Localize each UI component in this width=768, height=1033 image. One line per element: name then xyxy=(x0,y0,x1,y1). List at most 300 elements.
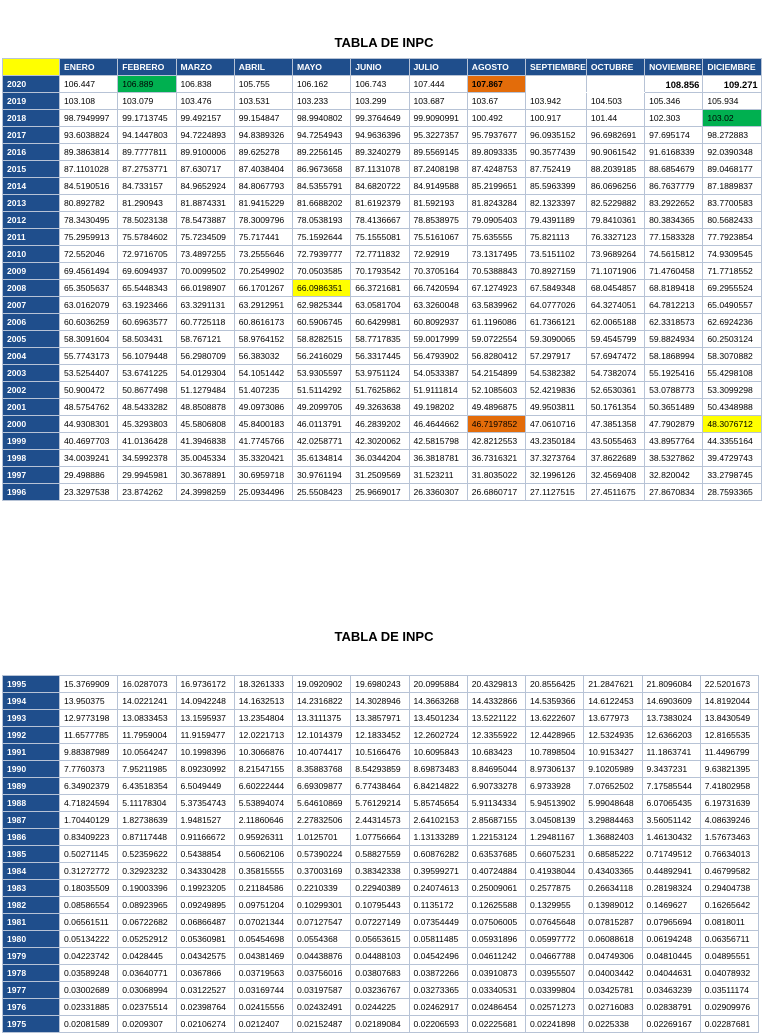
value-cell: 0.05811485 xyxy=(409,931,467,948)
table-row xyxy=(3,744,759,761)
value-cell: 55.7743173 xyxy=(60,348,118,365)
value-cell: 63.0162079 xyxy=(60,297,118,314)
year-cell: 1979 xyxy=(3,948,60,965)
value-cell: 12.1014379 xyxy=(293,727,351,744)
table-row xyxy=(3,433,762,450)
value-cell: 78.3430495 xyxy=(60,212,118,229)
value-cell: 6.9733928 xyxy=(526,778,584,795)
value-cell: 38.5327862 xyxy=(645,450,703,467)
value-cell: 51.407235 xyxy=(234,382,292,399)
table-row xyxy=(3,829,759,846)
value-cell: 70.0503585 xyxy=(293,263,351,280)
value-cell: 49.198202 xyxy=(409,399,467,416)
year-cell: 2015 xyxy=(3,161,60,178)
value-cell: 98.9940802 xyxy=(293,110,351,127)
year-cell: 2014 xyxy=(3,178,60,195)
value-cell: 66.3721681 xyxy=(351,280,409,297)
value-cell: 0.03719563 xyxy=(234,965,292,982)
value-cell: 58.9764152 xyxy=(234,331,292,348)
value-cell: 0.09751204 xyxy=(234,897,292,914)
value-cell: 0.03122527 xyxy=(176,982,234,999)
value-cell: 65.5448343 xyxy=(118,280,176,297)
year-cell: 2010 xyxy=(3,246,60,263)
value-cell: 103.476 xyxy=(176,93,234,110)
value-cell: 14.8192044 xyxy=(700,693,758,710)
value-cell: 0.50271145 xyxy=(60,846,118,863)
value-cell: 63.1923466 xyxy=(118,297,176,314)
value-cell: 0.91166672 xyxy=(176,829,234,846)
value-cell: 31.523211 xyxy=(409,467,467,484)
value-cell: 12.5324935 xyxy=(584,727,642,744)
value-cell: 0.0818011 xyxy=(700,914,758,931)
value-cell: 32.1996126 xyxy=(526,467,587,484)
value-cell: 6.60222444 xyxy=(234,778,292,795)
table-row xyxy=(3,195,762,212)
value-cell: 87.1889837 xyxy=(703,178,761,195)
value-cell: 13.3857971 xyxy=(351,710,409,727)
value-cell: 13.5221122 xyxy=(467,710,525,727)
value-cell: 0.07645648 xyxy=(526,914,584,931)
value-cell: 0.07227149 xyxy=(351,914,409,931)
value-cell: 72.552046 xyxy=(60,246,118,263)
value-cell: 0.05134222 xyxy=(60,931,118,948)
value-cell: 97.695174 xyxy=(645,127,703,144)
value-cell: 10.683423 xyxy=(467,744,525,761)
year-cell: 2005 xyxy=(3,331,60,348)
value-cell: 78.3009796 xyxy=(234,212,292,229)
year-cell: 2002 xyxy=(3,382,60,399)
table-row xyxy=(3,778,759,795)
value-cell: 42.5815798 xyxy=(409,433,467,450)
value-cell: 4.08639246 xyxy=(700,812,758,829)
value-cell: 0.03640771 xyxy=(118,965,176,982)
value-cell: 57.6947472 xyxy=(586,348,644,365)
value-cell: 59.3090065 xyxy=(526,331,587,348)
table-row xyxy=(3,710,759,727)
value-cell: 63.3291131 xyxy=(176,297,234,314)
value-cell: 0.06088618 xyxy=(584,931,642,948)
month-header: FEBRERO xyxy=(118,59,176,76)
value-cell: 50.1761354 xyxy=(586,399,644,416)
value-cell: 0.06866487 xyxy=(176,914,234,931)
value-cell: 0.13989012 xyxy=(584,897,642,914)
value-cell: 106.889 xyxy=(118,76,176,93)
value-cell: 21.8096084 xyxy=(642,676,700,693)
value-cell: 99.9090991 xyxy=(409,110,467,127)
value-cell: 60.2503124 xyxy=(703,331,761,348)
value-cell: 82.1323397 xyxy=(526,195,587,212)
table-row xyxy=(3,314,762,331)
value-cell: 9.88387989 xyxy=(60,744,118,761)
value-cell: 35.6134814 xyxy=(293,450,351,467)
value-cell: 0.07127547 xyxy=(293,914,351,931)
value-cell: 0.04438876 xyxy=(293,948,351,965)
value-cell: 70.1793542 xyxy=(351,263,409,280)
value-cell: 0.03589248 xyxy=(60,965,118,982)
value-cell: 0.28198324 xyxy=(642,880,700,897)
value-cell: 6.43518354 xyxy=(118,778,176,795)
value-cell: 50.3651489 xyxy=(645,399,703,416)
value-cell: 10.0564247 xyxy=(118,744,176,761)
value-cell: 0.0554368 xyxy=(293,931,351,948)
value-cell: 46.0113791 xyxy=(293,416,351,433)
value-cell: 74.5615812 xyxy=(645,246,703,263)
value-cell: 99.154847 xyxy=(234,110,292,127)
value-cell: 70.2549902 xyxy=(234,263,292,280)
value-cell: 56.4793902 xyxy=(409,348,467,365)
value-cell: 77.7923854 xyxy=(703,229,761,246)
value-cell: 31.8035022 xyxy=(467,467,525,484)
value-cell: 62.0065188 xyxy=(586,314,644,331)
value-cell: 0.2210339 xyxy=(293,880,351,897)
value-cell: 89.3863814 xyxy=(60,144,118,161)
value-cell: 47.0610716 xyxy=(526,416,587,433)
value-cell: 84.9652924 xyxy=(176,178,234,195)
value-cell: 89.0468177 xyxy=(703,161,761,178)
value-cell: 78.8538975 xyxy=(409,212,467,229)
year-cell: 2001 xyxy=(3,399,60,416)
value-cell: 41.0136428 xyxy=(118,433,176,450)
value-cell: 105.934 xyxy=(703,93,761,110)
value-cell: 72.92919 xyxy=(409,246,467,263)
value-cell: 0.02571273 xyxy=(526,999,584,1016)
value-cell: 1.36882403 xyxy=(584,829,642,846)
value-cell: 58.7717835 xyxy=(351,331,409,348)
value-cell: 12.1833452 xyxy=(351,727,409,744)
table-row xyxy=(3,297,762,314)
value-cell: 0.04667788 xyxy=(526,948,584,965)
value-cell: 84.6820722 xyxy=(351,178,409,195)
table-row xyxy=(3,948,759,965)
value-cell: 12.2602724 xyxy=(409,727,467,744)
value-cell: 65.0490557 xyxy=(703,297,761,314)
value-cell: 75.635555 xyxy=(467,229,525,246)
value-cell: 1.46130432 xyxy=(642,829,700,846)
value-cell: 78.0538193 xyxy=(293,212,351,229)
value-cell: 72.7939777 xyxy=(293,246,351,263)
value-cell: 53.0788773 xyxy=(645,382,703,399)
value-cell: 33.2798745 xyxy=(703,467,761,484)
value-cell: 35.0045334 xyxy=(176,450,234,467)
year-cell: 1978 xyxy=(3,965,60,982)
value-cell: 45.8400183 xyxy=(234,416,292,433)
value-cell: 27.8670834 xyxy=(645,484,703,501)
value-cell: 0.66075231 xyxy=(526,846,584,863)
value-cell: 0.07815287 xyxy=(584,914,642,931)
value-cell: 29.9945981 xyxy=(118,467,176,484)
year-cell: 2007 xyxy=(3,297,60,314)
value-cell: 50.4348988 xyxy=(703,399,761,416)
value-cell: 4.71824594 xyxy=(60,795,118,812)
value-cell: 64.7812213 xyxy=(645,297,703,314)
value-cell: 24.3998259 xyxy=(176,484,234,501)
table-row xyxy=(3,416,762,433)
table-row xyxy=(3,982,759,999)
inpc-table-1975-1995 xyxy=(2,675,759,1033)
value-cell: 90.9061542 xyxy=(586,144,644,161)
value-cell: 67.1274923 xyxy=(467,280,525,297)
value-cell: 51.5114292 xyxy=(293,382,351,399)
value-cell: 0.0428445 xyxy=(118,948,176,965)
value-cell: 105.755 xyxy=(234,76,292,93)
value-cell: 0.04342575 xyxy=(176,948,234,965)
value-cell: 80.3834365 xyxy=(645,212,703,229)
value-cell: 0.04488103 xyxy=(351,948,409,965)
value-cell: 79.4391189 xyxy=(526,212,587,229)
value-cell: 13.0833453 xyxy=(118,710,176,727)
value-cell: 103.299 xyxy=(351,93,409,110)
value-cell: 49.4896875 xyxy=(467,399,525,416)
value-cell: 6.84214822 xyxy=(409,778,467,795)
value-cell: 0.29404738 xyxy=(700,880,758,897)
table-row xyxy=(3,263,762,280)
value-cell: 76.3327123 xyxy=(586,229,644,246)
value-cell: 0.08923965 xyxy=(118,897,176,914)
value-cell: 48.3076712 xyxy=(703,416,761,433)
value-cell: 45.3293803 xyxy=(118,416,176,433)
value-cell: 42.8212553 xyxy=(467,433,525,450)
value-cell: 14.5359366 xyxy=(526,693,584,710)
value-cell: 5.85745654 xyxy=(409,795,467,812)
value-cell: 9.63821395 xyxy=(700,761,758,778)
year-cell: 1980 xyxy=(3,931,60,948)
value-cell: 70.0099502 xyxy=(176,263,234,280)
value-cell: 12.3355922 xyxy=(467,727,525,744)
year-cell: 2008 xyxy=(3,280,60,297)
value-cell: 94.7254943 xyxy=(293,127,351,144)
table-row xyxy=(3,931,759,948)
value-cell: 54.1051442 xyxy=(234,365,292,382)
value-cell: 86.0696256 xyxy=(586,178,644,195)
month-header: ABRIL xyxy=(234,59,292,76)
value-cell: 43.2350184 xyxy=(526,433,587,450)
year-cell: 1988 xyxy=(3,795,60,812)
value-cell: 43.5055463 xyxy=(586,433,644,450)
value-cell: 8.35883768 xyxy=(293,761,351,778)
value-cell: 0.04223742 xyxy=(60,948,118,965)
value-cell: 8.09230992 xyxy=(176,761,234,778)
value-cell: 60.8616173 xyxy=(234,314,292,331)
value-cell: 5.53894074 xyxy=(234,795,292,812)
value-cell: 0.0225338 xyxy=(584,1016,642,1033)
value-cell: 50.900472 xyxy=(60,382,118,399)
value-cell: 5.37354743 xyxy=(176,795,234,812)
value-cell: 53.9751124 xyxy=(351,365,409,382)
value-cell: 99.1713745 xyxy=(118,110,176,127)
value-cell: 89.2256145 xyxy=(293,144,351,161)
value-cell: 15.3769909 xyxy=(60,676,118,693)
month-header: SEPTIEMBRE xyxy=(526,59,587,76)
value-cell: 0.38342338 xyxy=(351,863,409,880)
value-cell: 74.9309545 xyxy=(703,246,761,263)
value-cell: 43.8957764 xyxy=(645,433,703,450)
value-cell: 66.0198907 xyxy=(176,280,234,297)
value-cell: 0.02152487 xyxy=(293,1016,351,1033)
value-cell: 14.0221241 xyxy=(118,693,176,710)
value-cell: 54.0533387 xyxy=(409,365,467,382)
value-cell: 0.03169744 xyxy=(234,982,292,999)
value-cell: 81.6192379 xyxy=(351,195,409,212)
value-cell: 73.1317495 xyxy=(467,246,525,263)
value-cell: 56.2416029 xyxy=(293,348,351,365)
value-cell: 0.03756016 xyxy=(293,965,351,982)
value-cell: 16.9736172 xyxy=(176,676,234,693)
value-cell: 1.70440129 xyxy=(60,812,118,829)
value-cell: 0.03955507 xyxy=(526,965,584,982)
value-cell: 86.9673658 xyxy=(293,161,351,178)
table-row xyxy=(3,144,762,161)
value-cell: 19.0920902 xyxy=(293,676,351,693)
value-cell: 6.19731639 xyxy=(700,795,758,812)
value-cell: 0.02331885 xyxy=(60,999,118,1016)
page-title-2: TABLA DE INPC xyxy=(334,629,434,644)
month-header: DICIEMBRE xyxy=(703,59,761,76)
value-cell: 84.5190516 xyxy=(60,178,118,195)
value-cell: 56.383032 xyxy=(234,348,292,365)
year-cell: 1986 xyxy=(3,829,60,846)
value-cell: 11.6577785 xyxy=(60,727,118,744)
value-cell: 0.07965694 xyxy=(642,914,700,931)
page-title-1: TABLA DE INPC xyxy=(334,35,434,50)
value-cell: 75.821113 xyxy=(526,229,587,246)
year-cell: 2006 xyxy=(3,314,60,331)
year-cell: 2016 xyxy=(3,144,60,161)
value-cell: 0.05252912 xyxy=(118,931,176,948)
value-cell: 106.838 xyxy=(176,76,234,93)
value-cell: 6.07065435 xyxy=(642,795,700,812)
value-cell: 30.6959718 xyxy=(234,467,292,484)
value-cell: 26.6860717 xyxy=(467,484,525,501)
value-cell: 103.531 xyxy=(234,93,292,110)
value-cell: 58.503431 xyxy=(118,331,176,348)
table-row xyxy=(3,212,762,229)
value-cell: 12.6366203 xyxy=(642,727,700,744)
value-cell: 7.95211985 xyxy=(118,761,176,778)
value-cell: 63.3260048 xyxy=(409,297,467,314)
value-cell: 49.9503811 xyxy=(526,399,587,416)
year-cell: 1993 xyxy=(3,710,60,727)
value-cell: 84.8067793 xyxy=(234,178,292,195)
value-cell: 66.7420594 xyxy=(409,280,467,297)
value-cell: 0.02287681 xyxy=(700,1016,758,1033)
value-cell: 12.9773198 xyxy=(60,710,118,727)
value-cell: 21.2847621 xyxy=(584,676,642,693)
value-cell: 75.1592644 xyxy=(293,229,351,246)
value-cell: 54.7382074 xyxy=(586,365,644,382)
value-cell: 0.18035509 xyxy=(60,880,118,897)
value-cell: 52.4219836 xyxy=(526,382,587,399)
value-cell: 0.1469627 xyxy=(642,897,700,914)
value-cell: 0.83409223 xyxy=(60,829,118,846)
value-cell: 87.630717 xyxy=(176,161,234,178)
value-cell: 0.76634013 xyxy=(700,846,758,863)
value-cell: 54.5382382 xyxy=(526,365,587,382)
value-cell: 32.820042 xyxy=(645,467,703,484)
value-cell: 14.0942248 xyxy=(176,693,234,710)
value-cell: 3.56051142 xyxy=(642,812,700,829)
value-cell: 0.02241898 xyxy=(526,1016,584,1033)
year-cell: 1992 xyxy=(3,727,60,744)
value-cell: 69.2955524 xyxy=(703,280,761,297)
value-cell: 0.02838791 xyxy=(642,999,700,1016)
value-cell: 80.5682433 xyxy=(703,212,761,229)
value-cell: 11.1863741 xyxy=(642,744,700,761)
value-cell: 13.2354804 xyxy=(234,710,292,727)
value-cell: 63.5839962 xyxy=(467,297,525,314)
value-cell: 13.3111375 xyxy=(293,710,351,727)
value-cell: 8.69873483 xyxy=(409,761,467,778)
value-cell: 0.21184586 xyxy=(234,880,292,897)
value-cell: 0.05454698 xyxy=(234,931,292,948)
value-cell: 70.3705164 xyxy=(409,263,467,280)
value-cell: 0.07506005 xyxy=(467,914,525,931)
value-cell: 0.07354449 xyxy=(409,914,467,931)
value-cell: 92.0390348 xyxy=(703,144,761,161)
table-row xyxy=(3,1016,759,1033)
value-cell: 0.03399804 xyxy=(526,982,584,999)
value-cell: 0.04749306 xyxy=(584,948,642,965)
value-cell: 0.02375514 xyxy=(118,999,176,1016)
value-cell: 0.1135172 xyxy=(409,897,467,914)
value-cell: 78.5023138 xyxy=(118,212,176,229)
value-cell: 44.3355164 xyxy=(703,433,761,450)
value-cell: 59.0017999 xyxy=(409,331,467,348)
value-cell: 34.5992378 xyxy=(118,450,176,467)
value-cell: 0.57390224 xyxy=(293,846,351,863)
value-cell: 0.19003396 xyxy=(118,880,176,897)
value-cell: 106.447 xyxy=(60,76,118,93)
value-cell: 51.7625862 xyxy=(351,382,409,399)
value-cell: 0.25009061 xyxy=(467,880,525,897)
value-cell: 0.04003442 xyxy=(584,965,642,982)
value-cell: 0.06722682 xyxy=(118,914,176,931)
table-row xyxy=(3,693,759,710)
value-cell: 75.7234509 xyxy=(176,229,234,246)
value-cell: 0.26634118 xyxy=(584,880,642,897)
year-cell: 2017 xyxy=(3,127,60,144)
value-cell: 59.8824934 xyxy=(645,331,703,348)
value-cell: 0.06194248 xyxy=(642,931,700,948)
table-row xyxy=(3,761,759,778)
value-cell: 7.41802958 xyxy=(700,778,758,795)
value-cell: 8.84695044 xyxy=(467,761,525,778)
value-cell: 16.0287073 xyxy=(118,676,176,693)
value-cell: 39.4729743 xyxy=(703,450,761,467)
value-cell: 51.9111814 xyxy=(409,382,467,399)
value-cell: 62.9825344 xyxy=(293,297,351,314)
value-cell: 0.02269167 xyxy=(642,1016,700,1033)
value-cell: 20.0995884 xyxy=(409,676,467,693)
year-cell: 2004 xyxy=(3,348,60,365)
value-cell: 103.687 xyxy=(409,93,467,110)
value-cell: 60.7725118 xyxy=(176,314,234,331)
table-row xyxy=(3,484,762,501)
value-cell: 0.04044631 xyxy=(642,965,700,982)
value-cell: 14.3663268 xyxy=(409,693,467,710)
value-cell: 51.1279484 xyxy=(176,382,234,399)
value-cell: 0.16265642 xyxy=(700,897,758,914)
year-cell: 1995 xyxy=(3,676,60,693)
value-cell: 52.1085603 xyxy=(467,382,525,399)
value-cell: 27.1127515 xyxy=(526,484,587,501)
value-cell: 82.5229882 xyxy=(586,195,644,212)
value-cell: 0.35815555 xyxy=(234,863,292,880)
value-cell: 1.13133289 xyxy=(409,829,467,846)
value-cell: 7.7760373 xyxy=(60,761,118,778)
value-cell: 64.3274051 xyxy=(586,297,644,314)
value-cell: 0.52359622 xyxy=(118,846,176,863)
value-cell: 104.503 xyxy=(586,93,644,110)
